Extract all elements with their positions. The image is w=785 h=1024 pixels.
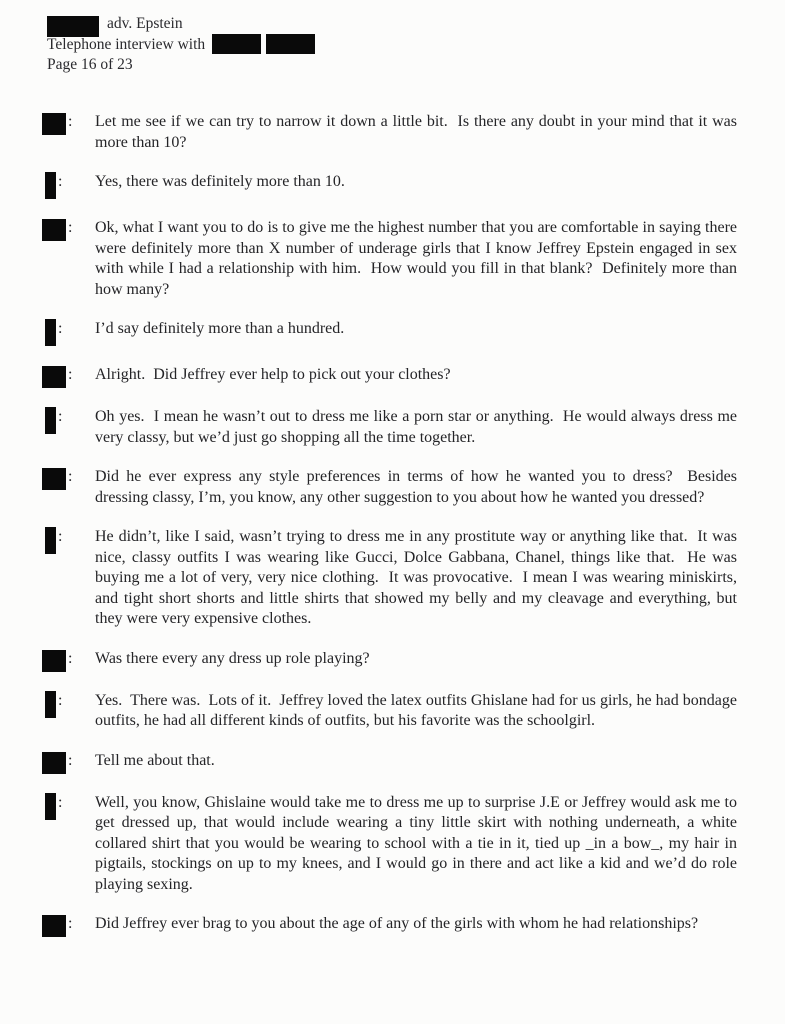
dialogue-text: Alright. Did Jeffrey ever help to pick out your clothes? — [95, 366, 451, 383]
speaker-colon: : — [68, 915, 73, 932]
redaction-speaker-box-interviewee — [45, 407, 56, 434]
speaker-gutter — [40, 172, 95, 199]
redaction-speaker-box-interviewer — [42, 366, 66, 388]
dialogue-row — [40, 319, 740, 346]
speaker-gutter — [40, 691, 95, 718]
redaction-speaker-box-interviewee — [45, 527, 56, 554]
dialogue-text: He didn’t, like I said, wasn’t trying to dress me in any prostitute way or anything like that. It was nice, classy outfits I was wearing like Gucci, Dolce Gabbana, Chanel, things like that. He was buying me a lot of very, very nice clothing. It was provocative. I mean I was wearing miniskirts, and tight short shorts and little shirts that showed my belly and my cleavage and everything, but they were very expensive clothes. — [95, 528, 741, 627]
redaction-speaker-box-interviewee — [45, 793, 56, 820]
dialogue-row — [40, 218, 740, 300]
dialogue-row — [40, 407, 740, 448]
speaker-colon: : — [68, 649, 73, 667]
dialogue-text: Did he ever express any style preferences in terms of how he wanted you to dress? Besides dressing classy, I’m, you know, any other suggestion to you about how he wanted you dressed? — [95, 468, 741, 506]
speaker-gutter — [40, 751, 95, 774]
dialogue-text: Ok, what I want you to do is to give me the highest number that you are comfortable in saying there were definitely more than X number of underage girls that I know Jeffrey Epstein engaged in sex with while I had a relationship with him. How would you fill in that blank? Definitely more than how many? — [95, 219, 741, 298]
speaker-colon: : — [68, 751, 73, 769]
speaker-gutter — [40, 407, 95, 434]
dialogue-text: Well, you know, Ghislaine would take me to dress me up to surprise J.E or Jeffrey would ask me to get dressed up, that would include wearing a tiny little skirt with nothing underneath, a white collared shirt that you would be wearing to school with a tie in it, tied up _in a bow_, my hair in pigtails, stockings on up to my knees, and I would go in there and act like a kid and we’d do role playing sexing. — [95, 793, 741, 893]
speaker-colon: : — [58, 320, 63, 337]
speaker-gutter — [40, 112, 95, 135]
redaction-speaker-box-interviewer — [42, 468, 66, 490]
redaction-speaker-box-interviewer — [42, 113, 66, 135]
redaction-box — [47, 16, 99, 37]
dialogue-text: Oh yes. I mean he wasn’t out to dress me like a porn star or anything. He would always dress me very classy, but we’d just go shopping all the time together. — [95, 408, 741, 446]
speaker-gutter — [40, 319, 95, 346]
page-indicator: Page 16 of 23 — [47, 56, 133, 73]
redaction-box — [266, 34, 315, 54]
redaction-speaker-box-interviewer — [42, 219, 66, 241]
dialogue-row — [40, 793, 740, 896]
speaker-colon: : — [58, 793, 63, 811]
case-line-text: adv. Epstein — [107, 15, 183, 32]
dialogue-text: Tell me about that. — [95, 751, 215, 769]
redaction-box — [212, 34, 261, 54]
speaker-colon: : — [68, 366, 73, 383]
speaker-colon: : — [58, 173, 63, 190]
speaker-colon: : — [58, 691, 63, 709]
speaker-colon: : — [68, 468, 73, 485]
speaker-gutter — [40, 218, 95, 241]
interview-line-text: Telephone interview with — [47, 36, 206, 53]
dialogue-text: I’d say definitely more than a hundred. — [95, 320, 345, 337]
dialogue-row — [40, 691, 740, 732]
header-interview-line — [47, 35, 315, 55]
redaction-speaker-box-interviewer — [42, 752, 66, 774]
dialogue-row — [40, 649, 740, 672]
dialogue-text: Let me see if we can try to narrow it down a little bit. Is there any doubt in your mind that it was more than 10? — [95, 113, 741, 151]
redaction-speaker-box-interviewer — [42, 915, 66, 937]
redaction-speaker-box-interviewer — [42, 650, 66, 672]
dialogue-text: Yes. There was. Lots of it. Jeffrey loved the latex outfits Ghislane had for us girls, he had bondage outfits, he had all different kinds of outfits, but his favorite was the schoolgirl. — [95, 691, 741, 729]
speaker-gutter — [40, 467, 95, 490]
redaction-speaker-box-interviewee — [45, 691, 56, 718]
redaction-speaker-box-interviewee — [45, 172, 56, 199]
dialogue-text: Yes, there was definitely more than 10. — [95, 173, 345, 190]
speaker-gutter — [40, 649, 95, 672]
speaker-gutter — [40, 365, 95, 388]
dialogue — [40, 112, 740, 956]
header-case-line — [47, 14, 315, 34]
speaker-colon: : — [58, 528, 63, 545]
dialogue-row — [40, 172, 740, 199]
dialogue-row — [40, 914, 740, 937]
speaker-colon: : — [68, 219, 73, 236]
dialogue-row — [40, 365, 740, 388]
redaction-speaker-box-interviewee — [45, 319, 56, 346]
dialogue-row — [40, 751, 740, 774]
dialogue-row — [40, 527, 740, 630]
speaker-gutter — [40, 914, 95, 937]
speaker-gutter — [40, 527, 95, 554]
dialogue-text: Was there every any dress up role playing? — [95, 649, 370, 667]
speaker-gutter — [40, 793, 95, 820]
dialogue-text: Did Jeffrey ever brag to you about the age of any of the girls with whom he had relationships? — [95, 915, 699, 932]
dialogue-row — [40, 112, 740, 153]
speaker-colon: : — [68, 113, 73, 130]
dialogue-row — [40, 467, 740, 508]
document-header — [47, 14, 315, 75]
speaker-colon: : — [58, 408, 63, 425]
